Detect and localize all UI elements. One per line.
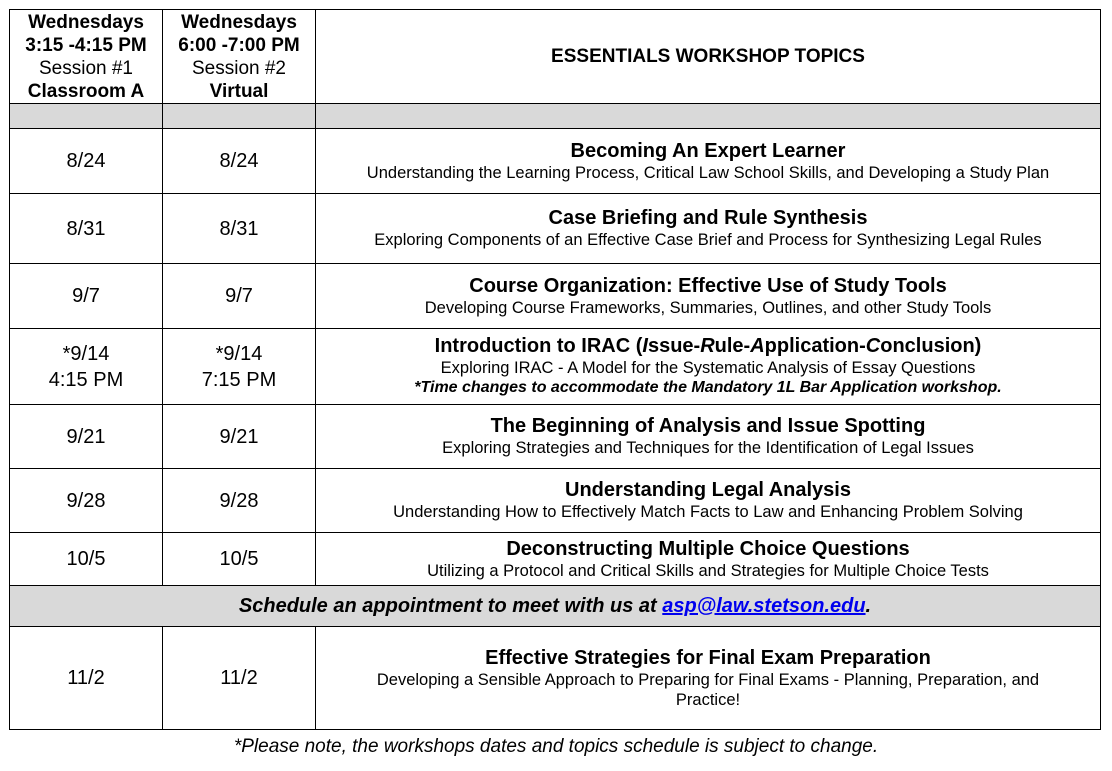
topic-title: Becoming An Expert Learner xyxy=(570,139,846,162)
table-row xyxy=(10,533,1101,586)
session1-date: 8/31 xyxy=(10,194,163,264)
table-row xyxy=(10,469,1101,533)
topic-title: The Beginning of Analysis and Issue Spotting xyxy=(490,415,926,437)
topics-header: ESSENTIALS WORKSHOP TOPICS xyxy=(316,10,1101,104)
table-row xyxy=(10,405,1101,469)
session1-header xyxy=(10,10,163,104)
session1-date: 9/21 xyxy=(10,405,163,469)
table-row xyxy=(10,194,1101,264)
topic-cell xyxy=(316,469,1101,533)
session2-label: Session #2 xyxy=(191,57,286,79)
session1-date: 9/28 xyxy=(10,469,163,533)
header-row xyxy=(10,10,1101,104)
topic-cell xyxy=(316,533,1101,586)
session1-date: 11/2 xyxy=(10,627,163,730)
topic-cell xyxy=(316,194,1101,264)
table-row xyxy=(10,627,1101,730)
session2-date xyxy=(163,329,316,405)
spacer-row xyxy=(10,104,1101,129)
session2-date: 10/5 xyxy=(163,533,316,586)
session2-time: 6:00 -7:00 PM xyxy=(178,34,300,56)
session1-label: Session #1 xyxy=(38,57,133,79)
session2-date: 11/2 xyxy=(163,627,316,730)
email-link[interactable]: asp@law.stetson.edu xyxy=(662,594,866,617)
session2-header xyxy=(163,10,316,104)
appointment-cell: Schedule an appointment to meet with us at asp@law.stetson.edu. xyxy=(10,586,1101,627)
session1-day: Wednesdays xyxy=(28,11,144,33)
topic-description: Understanding the Learning Process, Critical Law School Skills, and Developing a Study Plan xyxy=(366,163,1050,182)
topic-description: Developing a Sensible Approach to Preparing for Final Exams - Planning, Preparation, and Practice! xyxy=(376,670,1040,709)
session1-date: 9/7 xyxy=(10,264,163,329)
topic-description: Utilizing a Protocol and Critical Skills and Strategies for Multiple Choice Tests xyxy=(427,561,989,580)
session2-date-value: *9/14 xyxy=(215,342,263,365)
session2-day: Wednesdays xyxy=(181,11,297,33)
appointment-banner xyxy=(10,586,1101,627)
time-change-note: *Time changes to accommodate the Mandatory 1L Bar Application workshop. xyxy=(414,379,1002,396)
topic-title: Course Organization: Effective Use of Study Tools xyxy=(469,274,947,297)
schedule-footnote: *Please note, the workshops dates and topics schedule is subject to change. xyxy=(233,736,879,757)
session2-date: 9/7 xyxy=(163,264,316,329)
session2-time-change: 7:15 PM xyxy=(201,368,277,391)
topic-description: Exploring Components of an Effective Case Brief and Process for Synthesizing Legal Rules xyxy=(374,231,1042,249)
session1-date xyxy=(10,329,163,405)
topic-description: Exploring IRAC - A Model for the Systematic Analysis of Essay Questions xyxy=(440,359,976,377)
session2-location: Virtual xyxy=(209,80,269,102)
session2-date: 8/31 xyxy=(163,194,316,264)
session2-date: 8/24 xyxy=(163,129,316,194)
topic-title: Deconstructing Multiple Choice Questions xyxy=(506,537,910,560)
topic-cell xyxy=(316,405,1101,469)
session2-date: 9/21 xyxy=(163,405,316,469)
session1-time-change: 4:15 PM xyxy=(48,368,124,391)
table-row xyxy=(10,264,1101,329)
table-row xyxy=(10,329,1101,405)
topic-title: Case Briefing and Rule Synthesis xyxy=(548,207,868,229)
session1-time: 3:15 -4:15 PM xyxy=(25,34,147,56)
topic-cell xyxy=(316,264,1101,329)
topic-title: Introduction to IRAC (Issue-Rule-Application-Conclusion) xyxy=(434,335,982,357)
appointment-text: Schedule an appointment to meet with us at xyxy=(238,594,663,617)
topic-description: Developing Course Frameworks, Summaries, Outlines, and other Study Tools xyxy=(424,298,992,317)
session1-location: Classroom A xyxy=(27,80,145,102)
topic-cell xyxy=(316,129,1101,194)
topic-title: Effective Strategies for Final Exam Preparation xyxy=(485,646,931,669)
session1-date-value: *9/14 xyxy=(62,342,110,365)
topic-cell xyxy=(316,329,1101,405)
topic-title: Understanding Legal Analysis xyxy=(565,479,851,501)
topic-description: Understanding How to Effectively Match Facts to Law and Enhancing Problem Solving xyxy=(393,503,1023,521)
workshop-schedule-table xyxy=(9,9,1101,730)
session2-date: 9/28 xyxy=(163,469,316,533)
topic-description: Exploring Strategies and Techniques for the Identification of Legal Issues xyxy=(442,439,974,457)
topic-cell xyxy=(316,627,1101,730)
session1-date: 10/5 xyxy=(10,533,163,586)
table-row xyxy=(10,129,1101,194)
session1-date: 8/24 xyxy=(10,129,163,194)
